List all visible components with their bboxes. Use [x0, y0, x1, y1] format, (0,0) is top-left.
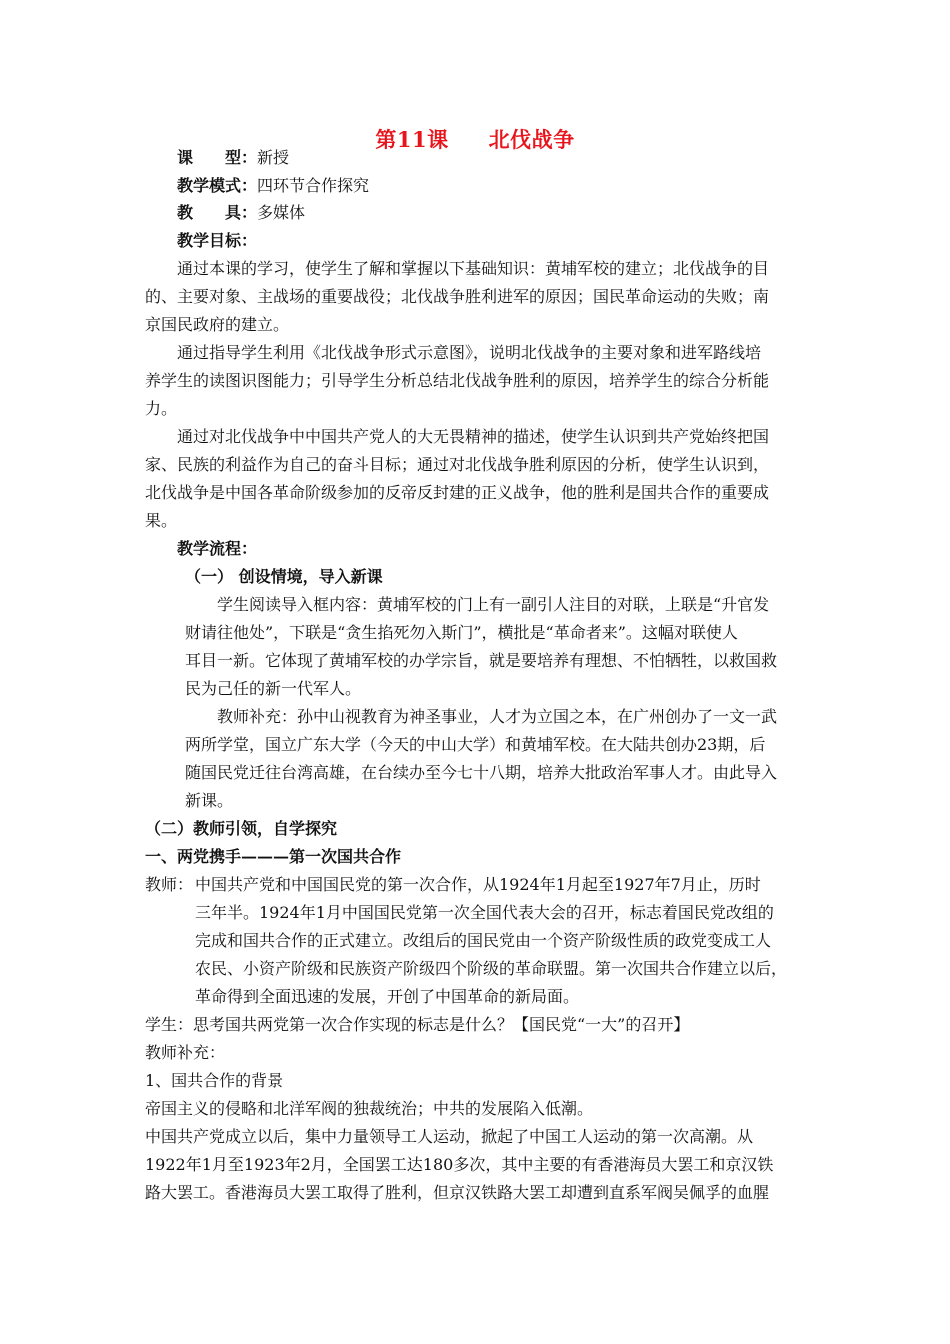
teacher-label: 教师： — [145, 875, 194, 894]
meta-type: 课 型：新授 — [177, 148, 290, 167]
background-line: 中国共产党成立以后，集中力量领导工人运动，掀起了中国工人运动的第一次高潮。从 — [145, 1127, 754, 1146]
goals-p1-line: 京国民政府的建立。 — [145, 315, 290, 334]
section1-p2-line: 两所学堂，国立广东大学（今天的中山大学）和黄埔军校。在大陆共创办23期，后 — [185, 735, 766, 754]
section1-p1-line: 民为己任的新一代军人。 — [185, 679, 362, 698]
goals-p2-line: 通过指导学生利用《北伐战争形式示意图》，说明北伐战争的主要对象和进军路线培 — [177, 343, 762, 362]
lesson-number: 第11课 — [375, 127, 449, 152]
goals-p3-line: 通过对北伐战争中中国共产党人的大无畏精神的描述，使学生认识到共产党始终把国 — [177, 427, 770, 446]
page-title — [0, 124, 950, 154]
section1-p1-line: 学生阅读导入框内容：黄埔军校的门上有一副引人注目的对联，上联是“升官发 — [217, 595, 770, 614]
teacher-line: 中国共产党和中国国民党的第一次合作，从1924年1月起至1927年7月止，历时 — [195, 875, 761, 894]
goals-p2-line: 养学生的读图识图能力；引导学生分析总结北伐战争胜利的原因，培养学生的综合分析能 — [145, 371, 770, 390]
goals-p1-line: 的、主要对象、主战场的重要战役；北伐战争胜利进军的原因；国民革命运动的失败；南 — [145, 287, 770, 306]
section1-p2-line: 随国民党迁往台湾高雄，在台续办至今七十八期，培养大批政治军事人才。由此导入 — [185, 763, 778, 782]
goals-p3-line: 北伐战争是中国各革命阶级参加的反帝反封建的正义战争，他的胜利是国共合作的重要成 — [145, 483, 770, 502]
flow-heading: 教学流程： — [177, 539, 258, 558]
goals-p2-line: 力。 — [145, 399, 178, 418]
background-heading: 1、国共合作的背景 — [145, 1071, 284, 1090]
section1-p2-line: 新课。 — [185, 791, 234, 810]
background-line: 帝国主义的侵略和北洋军阀的独裁统治；中共的发展陷入低潮。 — [145, 1099, 594, 1118]
goals-p3-line: 家、民族的利益作为自己的奋斗目标；通过对北伐战争胜利原因的分析，使学生认识到， — [145, 455, 770, 474]
section1-p1-line: 耳目一新。它体现了黄埔军校的办学宗旨，就是要培养有理想、不怕牺牲，以救国救 — [185, 651, 778, 670]
section2-heading: （二）教师引领，自学探究 — [145, 819, 338, 838]
student-question: 学生：思考国共两党第一次合作实现的标志是什么？【国民党“一大”的召开】 — [145, 1015, 690, 1034]
part1-heading: 一、两党携手———第一次国共合作 — [145, 847, 402, 866]
teacher-supplement: 教师补充： — [145, 1043, 226, 1062]
goals-p3-line: 果。 — [145, 511, 178, 530]
teacher-line: 革命得到全面迅速的发展，开创了中国革命的新局面。 — [195, 987, 580, 1006]
goals-heading: 教学目标： — [177, 231, 258, 250]
teacher-line: 完成和国共合作的正式建立。改组后的国民党由一个资产阶级性质的政党变成工人 — [195, 931, 772, 950]
teacher-line: 三年半。1924年1月中国国民党第一次全国代表大会的召开，标志着国民党改组的 — [195, 903, 774, 922]
lesson-name: 北伐战争 — [488, 127, 575, 152]
section1-p2-line: 教师补充：孙中山视教育为神圣事业，人才为立国之本，在广州创办了一文一武 — [217, 707, 778, 726]
goals-p1-line: 通过本课的学习，使学生了解和掌握以下基础知识：黄埔军校的建立；北伐战争的目 — [177, 259, 770, 278]
teacher-line: 农民、小资产阶级和民族资产阶级四个阶级的革命联盟。第一次国共合作建立以后， — [195, 959, 788, 978]
background-line: 1922年1月至1923年2月，全国罢工达180多次，其中主要的有香港海员大罢工和京汉铁 — [145, 1155, 774, 1174]
meta-mode: 教学模式：四环节合作探究 — [177, 176, 370, 195]
meta-tools: 教 具：多媒体 — [177, 203, 306, 222]
background-line: 路大罢工。香港海员大罢工取得了胜利，但京汉铁路大罢工却遭到直系军阀吴佩孚的血腥 — [145, 1183, 770, 1202]
section1-heading: （一） 创设情境，导入新课 — [185, 567, 383, 586]
section1-p1-line: 财请往他处”，下联是“贪生掐死勿入斯门”，横批是“革命者来”。这幅对联使人 — [185, 623, 738, 642]
